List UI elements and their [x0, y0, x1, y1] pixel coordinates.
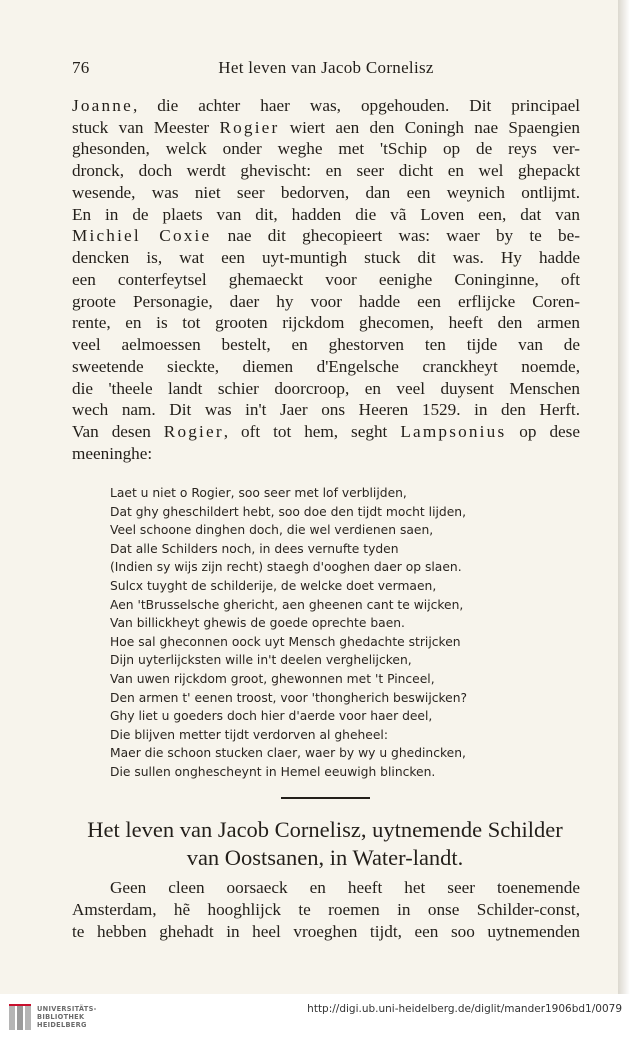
body-line: Van desen Rogier, oft tot hem, seght Lampsonius op dese — [72, 422, 580, 441]
verse-block — [110, 484, 570, 782]
body-line: rente, en is tot grooten rijckdom ghecomen, heeft den armen — [72, 313, 580, 332]
body-line: groote Personagie, daer hy voor hadde een erflijcke Coren- — [72, 292, 580, 311]
verse-line: Den armen t' eenen troost, voor 'thongherich beswijcken? — [110, 690, 468, 705]
body-line: sweetende sieckte, diemen d'Engelsche cranckheyt noemde, — [72, 357, 580, 376]
logo-text-line: UNIVERSITÄTS- — [37, 1005, 97, 1013]
page-edge-shadow — [618, 0, 630, 994]
body-line: te hebben ghehadt in heel vroeghen tijdt, een soo uytnemenden — [72, 922, 580, 941]
verse-line: Ghy liet u goeders doch hier d'aerde voor haer deel, — [110, 709, 433, 724]
library-logo-icon — [8, 1003, 34, 1031]
body-line: En in de plaets van dit, hadden die vã Loven een, dat van — [72, 205, 580, 224]
body-line: veel aelmoessen bestelt, en ghestorven ten tijde van de — [72, 335, 580, 354]
body-line: stuck van Meester Rogier wiert aen den Coningh nae Spaengien — [72, 118, 581, 137]
body-line: ghesonden, welck onder weghe met 'tSchip op de reys ver- — [72, 139, 580, 158]
verse-line: Maer die schoon stucken claer, waer by wy u ghedincken, — [110, 746, 466, 761]
body-line: die 'theele landt schier doorcroop, en veel duysent Menschen — [72, 379, 580, 398]
page-number: 76 — [72, 58, 90, 77]
body-line: wech nam. Dit was in't Jaer ons Heeren 1529. in den Herft. — [72, 400, 580, 419]
body-line: Amsterdam, hẽ hooghlijck te roemen in onse Schilder-const, — [72, 900, 580, 919]
body-line: een conterfeytsel ghemaeckt voor eenighe Coninginne, oft — [72, 270, 580, 289]
verse-line: Laet u niet o Rogier, soo seer met lof verblijden, — [110, 486, 407, 500]
chapter-heading-line-1: Het leven van Jacob Cornelisz, uytnemende Schilder — [87, 817, 563, 842]
verse-line: Dat ghy gheschildert hebt, soo doe den tijdt mocht lijden, — [110, 504, 466, 519]
running-head — [72, 58, 580, 80]
verse-line: Dat alle Schilders noch, in dees vernufte tyden — [110, 541, 399, 556]
verse-line: (Indien sy wijs zijn recht) staegh d'ooghen daer op slaen. — [110, 560, 462, 575]
verse-line: Van uwen rijckdom groot, ghewonnen met 't Pinceel, — [110, 671, 435, 686]
verse-line: Die blijven metter tijdt verdorven al gheheel: — [110, 727, 388, 742]
verse-line: Hoe sal gheconnen oock uyt Mensch ghedachte strijcken — [110, 634, 461, 649]
verse-line: Van billickheyt ghewis de goede oprechte baen. — [110, 616, 405, 631]
verse-line: Veel schoone dinghen doch, die wel verdienen saen, — [110, 523, 434, 538]
verse-line: Aen 'tBrusselsche ghericht, aen gheenen cant te wijcken, — [110, 597, 464, 612]
source-url-link[interactable]: http://digi.ub.uni-heidelberg.de/diglit/mander1906bd1/0079 — [307, 1003, 622, 1015]
body-line: Geen cleen oorsaeck en heeft het seer toenemende — [110, 878, 580, 897]
library-logo-text — [37, 1005, 97, 1029]
body-line: Joanne, die achter haer was, opgehouden. Dit principael — [72, 96, 580, 115]
section-divider — [281, 797, 370, 799]
body-line: dronck, doch werdt ghevischt: en seer dicht en wel ghepackt — [72, 161, 580, 180]
body-line: meeninghe: — [72, 444, 153, 463]
body-line: dencken is, wat een uyt-muntigh stuck dit was. Hy hadde — [72, 248, 580, 267]
logo-text-line: HEIDELBERG — [37, 1021, 87, 1029]
verse-line: Dijn uyterlijcksten wille in't deelen verghelijcken, — [110, 653, 412, 668]
running-head-title: Het leven van Jacob Cornelisz — [218, 58, 434, 77]
chapter-heading-line-2: van Oostsanen, in Water-landt. — [186, 845, 464, 870]
body-line: wesende, was niet seer bedorven, dan een weynich ontlijmt. — [72, 183, 580, 202]
logo-text-line: BIBLIOTHEK — [37, 1013, 85, 1021]
verse-line: Sulcx tuyght de schilderije, de welcke doet vermaen, — [110, 578, 437, 593]
body-line: Michiel Coxie nae dit ghecopieert was: waer by te be- — [72, 226, 580, 245]
verse-line: Die sullen onghescheynt in Hemel eeuwigh blincken. — [110, 764, 436, 779]
